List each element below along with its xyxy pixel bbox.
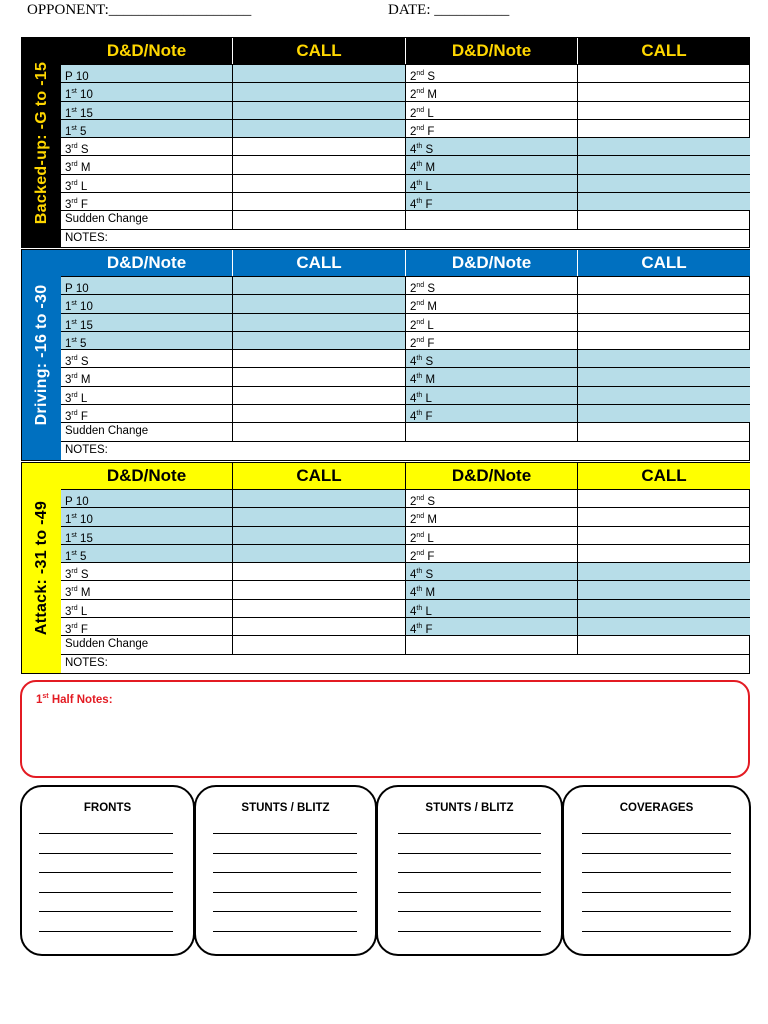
down-distance-label: 3rd L (61, 387, 233, 404)
call-input[interactable] (233, 102, 406, 119)
table-row (61, 544, 750, 562)
table-row (61, 119, 750, 137)
down-distance-label: 2nd L (406, 102, 578, 119)
call-grid (61, 463, 750, 672)
call-input[interactable] (233, 350, 406, 367)
notes-row[interactable] (61, 654, 750, 672)
down-distance-label: 4th L (406, 600, 578, 617)
down-distance-label: 1st 10 (61, 508, 233, 525)
call-input[interactable] (578, 636, 750, 653)
down-distance-label: P 10 (61, 65, 233, 82)
write-line[interactable] (582, 911, 731, 912)
down-distance-label: 2nd F (406, 545, 578, 562)
call-input[interactable] (578, 490, 750, 507)
down-distance-label: 4th M (406, 581, 578, 598)
section-side-banner (22, 463, 61, 673)
write-line[interactable] (213, 853, 357, 854)
sudden-change-label: Sudden Change (61, 423, 233, 440)
section-label: Driving: -16 to -30 (32, 284, 50, 426)
down-distance-label: 3rd M (61, 581, 233, 598)
table-row (61, 313, 750, 331)
down-distance-label: 4th L (406, 175, 578, 192)
down-distance-label: 3rd S (61, 138, 233, 155)
call-input[interactable] (578, 332, 750, 349)
table-row (61, 617, 750, 635)
notes-label: NOTES: (65, 231, 108, 244)
down-distance-label: P 10 (61, 277, 233, 294)
down-distance-label: P 10 (61, 490, 233, 507)
call-input[interactable] (578, 138, 750, 155)
section-label: Attack: -31 to -49 (32, 500, 50, 636)
call-input[interactable] (578, 563, 750, 580)
notes-row[interactable] (61, 441, 750, 459)
table-row (61, 331, 750, 349)
call-input[interactable] (233, 600, 406, 617)
write-line[interactable] (39, 911, 173, 912)
write-line[interactable] (213, 872, 357, 873)
date-field[interactable]: DATE: __________ (388, 2, 510, 18)
table-row (61, 562, 750, 580)
col-dd-note: D&D/Note (406, 463, 578, 489)
table-row (61, 507, 750, 525)
call-input[interactable] (578, 295, 750, 312)
write-line[interactable] (398, 872, 541, 873)
down-distance-label: 4th F (406, 618, 578, 635)
down-distance-label: 4th S (406, 138, 578, 155)
call-input[interactable] (233, 527, 406, 544)
down-distance-label: 3rd M (61, 368, 233, 385)
fronts-title: FRONTS (83, 802, 132, 814)
write-line[interactable] (213, 892, 357, 893)
down-distance-label: 4th M (406, 368, 578, 385)
call-input[interactable] (233, 545, 406, 562)
call-input[interactable] (578, 350, 750, 367)
call-input[interactable] (578, 368, 750, 385)
header-row (61, 250, 750, 276)
fronts-box[interactable] (20, 785, 195, 956)
down-distance-label: 4th S (406, 350, 578, 367)
table-row (61, 82, 750, 100)
write-line[interactable] (39, 931, 173, 932)
opponent-field[interactable]: OPPONENT:___________________ (27, 2, 252, 18)
call-input[interactable] (233, 211, 406, 228)
sudden-change-label: Sudden Change (61, 211, 233, 228)
call-input[interactable] (578, 423, 750, 440)
call-input[interactable] (233, 387, 406, 404)
call-input[interactable] (233, 156, 406, 173)
call-input[interactable] (233, 83, 406, 100)
down-distance-label: 2nd L (406, 527, 578, 544)
write-line[interactable] (213, 931, 357, 932)
call-input[interactable] (233, 295, 406, 312)
header-row (61, 463, 750, 489)
call-input[interactable] (578, 405, 750, 422)
coverages-box[interactable] (562, 785, 751, 956)
table-row (61, 276, 750, 294)
table-row (61, 155, 750, 173)
col-dd-note: D&D/Note (61, 38, 233, 64)
down-distance-label: 4th F (406, 405, 578, 422)
write-line[interactable] (213, 911, 357, 912)
down-distance-label: 1st 15 (61, 527, 233, 544)
down-distance-label: 2nd S (406, 65, 578, 82)
note-input[interactable] (406, 211, 578, 228)
section-attack (21, 462, 750, 674)
call-input[interactable] (233, 490, 406, 507)
down-distance-label: 2nd F (406, 120, 578, 137)
first-half-notes-box[interactable] (20, 680, 750, 778)
call-input[interactable] (233, 368, 406, 385)
notes-row[interactable] (61, 229, 750, 247)
call-input[interactable] (233, 423, 406, 440)
table-row (61, 367, 750, 385)
down-distance-label: 3rd L (61, 600, 233, 617)
write-line[interactable] (39, 853, 173, 854)
down-distance-label: 2nd M (406, 83, 578, 100)
col-call: CALL (233, 38, 406, 64)
down-distance-label: 1st 5 (61, 332, 233, 349)
call-input[interactable] (578, 314, 750, 331)
table-row (61, 137, 750, 155)
down-distance-label: 3rd F (61, 193, 233, 210)
col-dd-note: D&D/Note (406, 38, 578, 64)
section-side-banner (22, 250, 61, 460)
down-distance-label: 3rd S (61, 350, 233, 367)
down-distance-label: 1st 5 (61, 120, 233, 137)
write-line[interactable] (39, 892, 173, 893)
down-distance-label: 1st 15 (61, 102, 233, 119)
stunts-blitz-box-1[interactable] (194, 785, 377, 956)
call-input[interactable] (578, 65, 750, 82)
col-call: CALL (641, 253, 687, 272)
stunts-blitz-box-2[interactable] (376, 785, 563, 956)
down-distance-label: 2nd M (406, 295, 578, 312)
call-input[interactable] (578, 545, 750, 562)
call-input[interactable] (233, 193, 406, 210)
down-distance-label: 1st 10 (61, 295, 233, 312)
call-input[interactable] (233, 581, 406, 598)
write-line[interactable] (398, 833, 541, 834)
call-input[interactable] (233, 277, 406, 294)
call-input[interactable] (578, 387, 750, 404)
write-line[interactable] (582, 853, 731, 854)
down-distance-label: 1st 5 (61, 545, 233, 562)
call-input[interactable] (578, 277, 750, 294)
down-distance-label: 2nd L (406, 314, 578, 331)
write-line[interactable] (213, 833, 357, 834)
write-line[interactable] (39, 833, 173, 834)
col-dd-note: D&D/Note (61, 463, 233, 489)
table-row (61, 64, 750, 82)
call-input[interactable] (578, 102, 750, 119)
down-distance-label: 3rd F (61, 618, 233, 635)
table-row (61, 489, 750, 507)
col-call: CALL (641, 41, 687, 60)
sudden-change-label: Sudden Change (61, 636, 233, 653)
down-distance-label: 1st 15 (61, 314, 233, 331)
table-row (61, 404, 750, 422)
call-input[interactable] (578, 120, 750, 137)
call-input[interactable] (233, 405, 406, 422)
down-distance-label: 2nd S (406, 490, 578, 507)
call-input[interactable] (578, 193, 750, 210)
table-row (61, 174, 750, 192)
note-input[interactable] (406, 636, 578, 653)
down-distance-label: 2nd M (406, 508, 578, 525)
call-input[interactable] (578, 211, 750, 228)
section-label: Backed-up: -G to -15 (32, 61, 50, 224)
call-input[interactable] (578, 527, 750, 544)
call-input[interactable] (233, 175, 406, 192)
col-dd-note: D&D/Note (406, 250, 578, 276)
call-input[interactable] (233, 563, 406, 580)
call-input[interactable] (578, 618, 750, 635)
call-input[interactable] (578, 581, 750, 598)
down-distance-label: 4th S (406, 563, 578, 580)
call-input[interactable] (233, 508, 406, 525)
call-input[interactable] (233, 314, 406, 331)
table-row (61, 386, 750, 404)
call-input[interactable] (233, 618, 406, 635)
call-input[interactable] (578, 83, 750, 100)
down-distance-label: 3rd L (61, 175, 233, 192)
down-distance-label: 3rd M (61, 156, 233, 173)
sudden-change-row (61, 210, 750, 228)
call-input[interactable] (233, 138, 406, 155)
write-line[interactable] (398, 911, 541, 912)
table-row (61, 599, 750, 617)
table-row (61, 101, 750, 119)
sudden-change-row (61, 422, 750, 440)
call-input[interactable] (233, 65, 406, 82)
down-distance-label: 4th F (406, 193, 578, 210)
write-line[interactable] (582, 892, 731, 893)
col-call: CALL (641, 466, 687, 485)
table-row (61, 294, 750, 312)
call-input[interactable] (233, 120, 406, 137)
stunts-blitz-title-2: STUNTS / BLITZ (425, 802, 514, 814)
header-row (61, 38, 750, 64)
down-distance-label: 2nd S (406, 277, 578, 294)
col-dd-note: D&D/Note (61, 250, 233, 276)
section-backed-up (21, 37, 750, 248)
write-line[interactable] (39, 872, 173, 873)
col-call: CALL (233, 250, 406, 276)
call-input[interactable] (578, 600, 750, 617)
down-distance-label: 2nd F (406, 332, 578, 349)
down-distance-label: 3rd F (61, 405, 233, 422)
note-input[interactable] (406, 423, 578, 440)
write-line[interactable] (582, 872, 731, 873)
coverages-title: COVERAGES (619, 802, 694, 814)
section-driving (21, 249, 750, 461)
down-distance-label: 3rd S (61, 563, 233, 580)
call-input[interactable] (578, 156, 750, 173)
table-row (61, 580, 750, 598)
write-line[interactable] (398, 931, 541, 932)
section-side-banner (22, 38, 61, 247)
stunts-blitz-title-1: STUNTS / BLITZ (241, 802, 330, 814)
call-input[interactable] (233, 332, 406, 349)
table-row (61, 349, 750, 367)
down-distance-label: 4th M (406, 156, 578, 173)
notes-label: NOTES: (65, 656, 108, 669)
write-line[interactable] (582, 833, 731, 834)
notes-label: NOTES: (65, 443, 108, 456)
write-line[interactable] (398, 853, 541, 854)
sheet-header (0, 0, 768, 30)
sudden-change-row (61, 635, 750, 653)
down-distance-label: 4th L (406, 387, 578, 404)
call-input[interactable] (233, 636, 406, 653)
call-input[interactable] (578, 508, 750, 525)
down-distance-label: 1st 10 (61, 83, 233, 100)
table-row (61, 192, 750, 210)
write-line[interactable] (398, 892, 541, 893)
call-grid (61, 250, 750, 459)
call-input[interactable] (578, 175, 750, 192)
write-line[interactable] (582, 931, 731, 932)
first-half-notes-label: 1st Half Notes: (36, 693, 113, 706)
call-grid (61, 38, 750, 247)
col-call: CALL (233, 463, 406, 489)
table-row (61, 526, 750, 544)
